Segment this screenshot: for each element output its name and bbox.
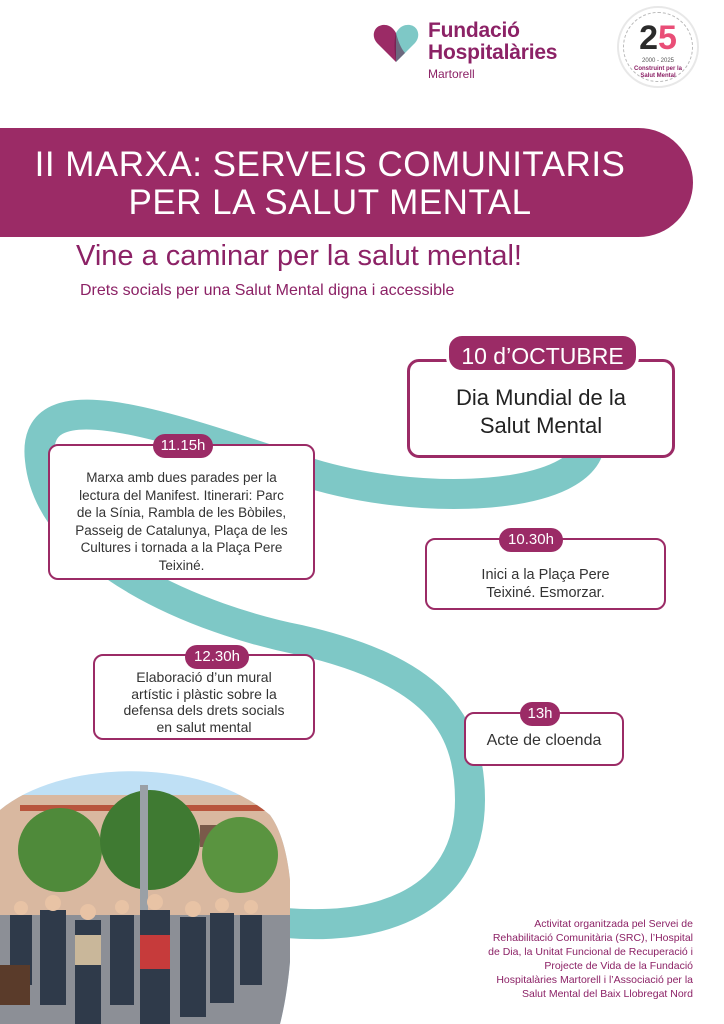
schedule-line: Inici a la Plaça Pere <box>481 567 610 583</box>
credits-line: Hospitalàries Martorell i l’Associació per la <box>496 974 693 986</box>
seal-caption-line1: Construint per la <box>633 66 682 72</box>
group-walk-photo <box>0 765 290 1024</box>
title-line1: II MARXA: SERVEIS COMUNITARIS <box>34 145 626 184</box>
time-pill-13: 13h <box>520 702 560 726</box>
time-pill-1230: 12.30h <box>185 645 249 669</box>
schedule-line: Passeig de Catalunya, Plaça de les <box>75 522 288 538</box>
schedule-line: defensa dels drets socials <box>123 702 285 718</box>
organizer-credits <box>440 917 693 1001</box>
seal-digit-2: 2 <box>639 19 658 57</box>
brand-location: Martorell <box>428 67 475 81</box>
schedule-line: de la Sínia, Rambla de les Bòbiles, <box>76 505 287 521</box>
subtitle: Vine a caminar per la salut mental! <box>76 240 522 272</box>
schedule-line: Elaboració d’un mural <box>136 669 272 685</box>
time-pill-1115: 11.15h <box>153 434 213 458</box>
seal-years: 2000 - 2025 <box>641 58 675 64</box>
schedule-line: Acte de cloenda <box>486 732 602 749</box>
seal-caption-line2: Salut Mental <box>640 73 676 79</box>
schedule-line: Cultures i tornada a la Plaça Pere <box>80 540 283 556</box>
credits-line: Activitat organitzada pel Servei de <box>534 918 693 930</box>
credits-line: Rehabilitació Comunitària (SRC), l’Hospital <box>492 932 693 944</box>
brand-name-line2: Hospitalàries <box>428 41 558 64</box>
date-card-text <box>410 384 672 440</box>
credits-line: de Dia, la Unitat Funcional de Recuperació i <box>488 946 693 958</box>
schedule-line: en salut mental <box>156 718 252 735</box>
schedule-text-13 <box>466 731 622 751</box>
schedule-text-1030 <box>435 567 656 602</box>
date-card-line2: Salut Mental <box>479 413 603 438</box>
title-line2: PER LA SALUT MENTAL <box>128 183 532 222</box>
schedule-line: artístic i plàstic sobre la <box>131 685 277 702</box>
credits-line: Salut Mental del Baix Llobregat Nord <box>521 988 693 1000</box>
schedule-line: Marxa amb dues parades per la <box>86 470 277 485</box>
time-pill-1030: 10.30h <box>499 528 563 552</box>
schedule-card-1115 <box>48 444 315 580</box>
date-card-line1: Dia Mundial de la <box>456 385 626 410</box>
tagline: Drets socials per una Salut Mental digna i accessible <box>80 282 455 299</box>
schedule-line: Teixiné. Esmorzar. <box>486 584 605 601</box>
schedule-text-1230 <box>101 669 307 735</box>
brand-name-line1: Fundació <box>428 19 520 42</box>
schedule-line: lectura del Manifest. Itinerari: Parc <box>79 487 284 503</box>
date-pill: 10 d’OCTUBRE <box>446 333 639 373</box>
schedule-text-1115 <box>60 469 303 575</box>
credits-line: Projecte de Vida de la Fundació <box>544 960 693 972</box>
schedule-line: Teixiné. <box>158 557 205 573</box>
seal-digit-5: 5 <box>658 19 677 57</box>
